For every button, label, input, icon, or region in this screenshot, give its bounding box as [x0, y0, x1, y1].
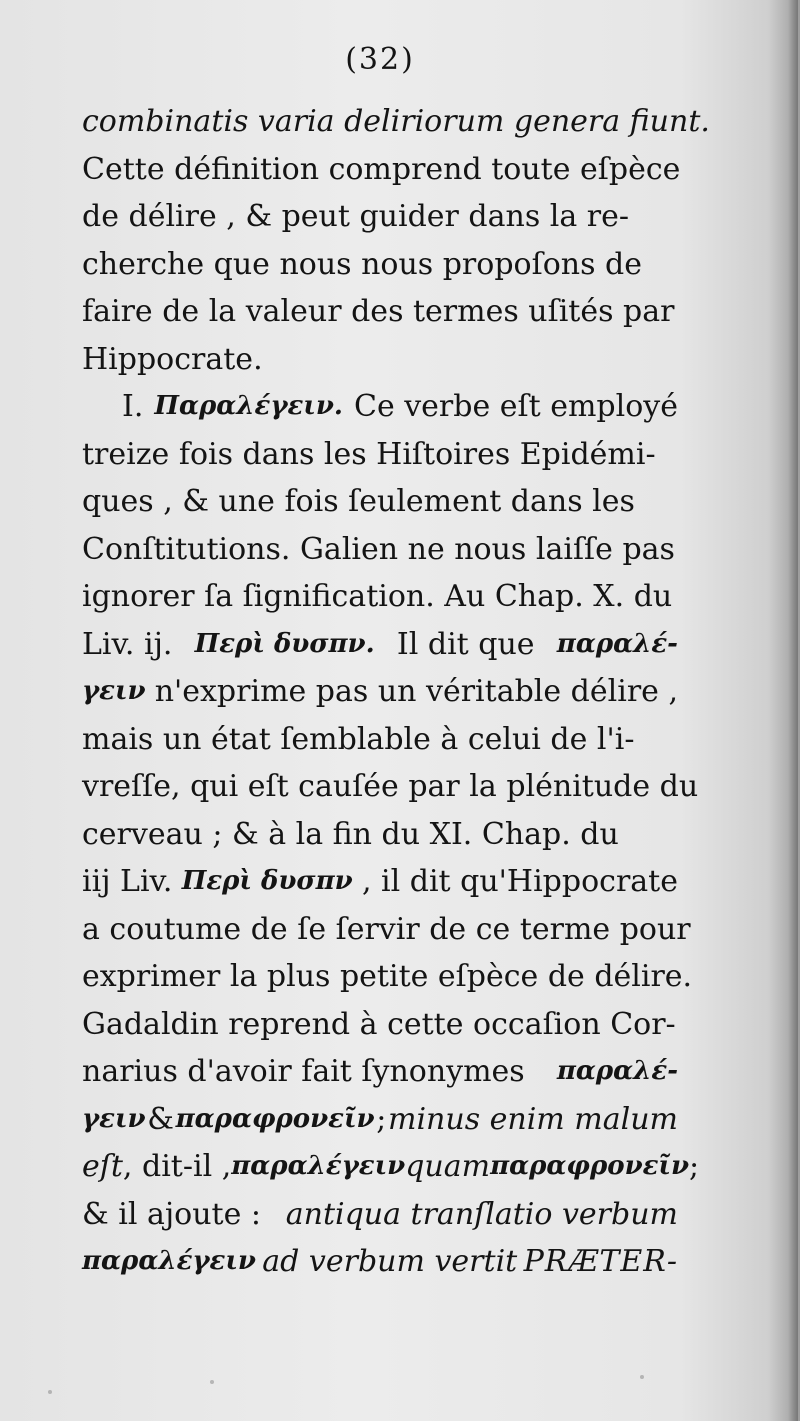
text-segment: Gadaldin reprend à cette occaſion Cor- — [82, 1006, 676, 1042]
text-segment: , il dit qu'Hippocrate — [361, 864, 678, 899]
text-line — [82, 811, 678, 859]
greek-term: Περὶ δυσπν. — [194, 628, 375, 659]
body-text — [82, 98, 710, 1286]
latin-italic-text: eſt — [82, 1149, 123, 1184]
text-segment: Ce verbe eſt employé — [353, 389, 678, 424]
text-segment: n'exprime pas un véritable délire , — [154, 674, 678, 709]
page-edge-shadow — [788, 0, 798, 1421]
text-line — [82, 1143, 700, 1191]
paper-speck — [640, 1375, 644, 1379]
text-segment: treize fois dans les Hiſtoires Epidémi- — [82, 436, 656, 472]
greek-term: παραφρονεῖν — [490, 1151, 690, 1181]
text-line — [82, 98, 710, 146]
text-line — [82, 526, 678, 574]
text-line — [82, 621, 678, 669]
greek-term: παραλέ- — [556, 628, 678, 659]
text-segment: ignorer ſa ſignification. Au Chap. X. du — [82, 579, 673, 614]
page-number: (32) — [345, 42, 415, 77]
greek-term: γειν — [82, 676, 146, 706]
text-segment: cerveau ; & à la fin du XI. Chap. du — [82, 816, 619, 852]
text-line — [82, 763, 699, 811]
latin-italic-text: antiqua tranſlatio verbum — [285, 1196, 678, 1232]
text-segment: ques , & une fois ſeulement dans les — [82, 484, 635, 519]
paper-speck — [48, 1390, 52, 1394]
greek-term: παραφρονεῖν — [175, 1103, 375, 1134]
greek-term: παραλέ- — [556, 1056, 678, 1086]
text-line — [82, 1096, 678, 1144]
text-line — [82, 668, 678, 716]
text-segment: Il dit que — [396, 626, 535, 662]
text-line — [82, 336, 678, 384]
text-line — [82, 241, 678, 289]
text-segment: exprimer la plus petite eſpèce de délire. — [82, 959, 693, 994]
text-line — [82, 716, 678, 764]
text-segment: cherche que nous nous propoſons de — [82, 246, 642, 282]
latin-italic-text: quam — [405, 1149, 491, 1184]
greek-term: Παραλέγειν. — [154, 391, 343, 421]
text-segment: narius d'avoir fait ſynonymes — [82, 1054, 525, 1089]
greek-term: παραλέγειν — [82, 1246, 256, 1276]
text-segment: Cette définition comprend toute eſpèce — [82, 151, 681, 187]
greek-term: γειν — [82, 1103, 146, 1134]
text-segment: ; — [376, 1101, 387, 1137]
greek-term: παραλέγειν — [231, 1151, 406, 1181]
greek-term: Περὶ δυσπν — [181, 866, 353, 896]
text-segment: mais un état ſemblable à celui de l'i- — [82, 721, 635, 757]
text-line — [82, 1191, 678, 1239]
text-segment: a coutume de ſe ſervir de ce terme pour — [82, 911, 691, 947]
text-line — [82, 478, 678, 526]
text-segment: Conſtitutions. Galien ne nous laiſſe pas — [82, 531, 675, 567]
text-segment: , dit-il , — [122, 1149, 232, 1184]
text-segment: iij Liv. — [82, 864, 173, 899]
text-line — [82, 1001, 678, 1049]
text-segment: ; — [689, 1149, 700, 1184]
text-line — [82, 1048, 678, 1096]
text-segment: faire de la valeur des termes uſités par — [82, 294, 675, 329]
latin-italic-text: ad verbum vertit — [262, 1244, 518, 1279]
text-line — [82, 193, 678, 241]
text-segment: Liv. ij. — [82, 626, 173, 662]
text-segment: Hippocrate. — [82, 341, 263, 377]
text-line — [82, 953, 693, 1001]
latin-italic-text: combinatis varia deliriorum genera fiunt. — [82, 104, 710, 139]
latin-italic-text: minus enim malum — [388, 1101, 678, 1137]
text-segment: I. — [122, 389, 144, 424]
paper-speck — [210, 1380, 214, 1384]
text-line — [82, 383, 678, 431]
text-segment: & il ajoute : — [82, 1196, 261, 1232]
text-segment: & — [147, 1101, 174, 1137]
text-segment: de délire , & peut guider dans la re- — [82, 199, 630, 234]
text-segment: vreſſe, qui eſt cauſée par la plénitude du — [82, 769, 699, 804]
text-line — [82, 146, 681, 194]
text-line — [82, 906, 691, 954]
text-line — [82, 1238, 678, 1286]
text-segment: PRÆTER- — [523, 1244, 678, 1279]
text-line — [82, 431, 678, 479]
text-line — [82, 288, 678, 336]
text-line — [82, 573, 678, 621]
text-line — [82, 858, 678, 906]
